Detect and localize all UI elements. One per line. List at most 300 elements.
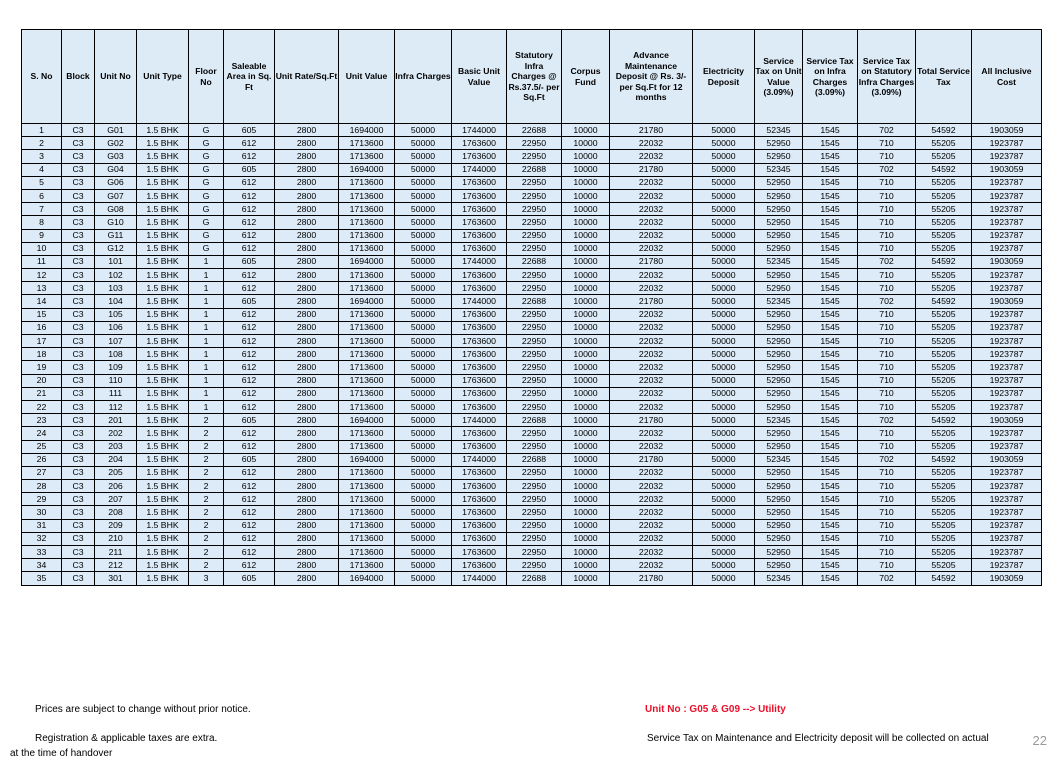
column-header: Total Service Tax bbox=[916, 30, 972, 124]
table-cell: 710 bbox=[858, 519, 916, 532]
table-cell: C3 bbox=[62, 308, 95, 321]
table-cell: 22032 bbox=[610, 546, 693, 559]
table-row bbox=[22, 414, 1042, 427]
table-cell: 52345 bbox=[755, 572, 803, 585]
table-cell: 2800 bbox=[275, 335, 339, 348]
table-cell: 22032 bbox=[610, 308, 693, 321]
table-cell: 10000 bbox=[562, 440, 610, 453]
table-row bbox=[22, 506, 1042, 519]
table-cell: 4 bbox=[22, 163, 62, 176]
table-cell: 50000 bbox=[693, 427, 755, 440]
table-cell: 1545 bbox=[803, 137, 858, 150]
table-cell: 50000 bbox=[693, 374, 755, 387]
table-cell: 1763600 bbox=[452, 321, 507, 334]
table-cell: 1545 bbox=[803, 572, 858, 585]
table-cell: 10000 bbox=[562, 493, 610, 506]
table-cell: 50000 bbox=[693, 321, 755, 334]
table-cell: 1923787 bbox=[972, 427, 1042, 440]
table-cell: 2800 bbox=[275, 493, 339, 506]
table-cell: 22032 bbox=[610, 242, 693, 255]
table-cell: C3 bbox=[62, 361, 95, 374]
table-cell: 2800 bbox=[275, 572, 339, 585]
table-cell: 10000 bbox=[562, 348, 610, 361]
table-cell: 1.5 BHK bbox=[137, 295, 189, 308]
table-cell: 22950 bbox=[507, 321, 562, 334]
table-cell: 612 bbox=[224, 335, 275, 348]
table-cell: 1763600 bbox=[452, 137, 507, 150]
table-cell: 1545 bbox=[803, 176, 858, 189]
table-row bbox=[22, 137, 1042, 150]
table-cell: 2800 bbox=[275, 519, 339, 532]
table-cell: 50000 bbox=[693, 559, 755, 572]
table-cell: 14 bbox=[22, 295, 62, 308]
table-cell: 1545 bbox=[803, 150, 858, 163]
table-cell: 612 bbox=[224, 374, 275, 387]
table-cell: 1694000 bbox=[339, 572, 395, 585]
table-cell: 52950 bbox=[755, 506, 803, 519]
table-cell: 1 bbox=[189, 348, 224, 361]
table-cell: 2800 bbox=[275, 400, 339, 413]
table-cell: 50000 bbox=[693, 440, 755, 453]
table-cell: 1545 bbox=[803, 308, 858, 321]
table-cell: 1545 bbox=[803, 440, 858, 453]
table-cell: 55205 bbox=[916, 546, 972, 559]
table-cell: 2800 bbox=[275, 480, 339, 493]
table-cell: 1545 bbox=[803, 348, 858, 361]
table-cell: 50000 bbox=[395, 308, 452, 321]
table-cell: 2 bbox=[189, 414, 224, 427]
column-header: Unit No bbox=[95, 30, 137, 124]
table-cell: 52950 bbox=[755, 546, 803, 559]
table-cell: 1923787 bbox=[972, 348, 1042, 361]
table-cell: 55205 bbox=[916, 387, 972, 400]
table-cell: 605 bbox=[224, 295, 275, 308]
table-cell: 1.5 BHK bbox=[137, 519, 189, 532]
table-cell: 55205 bbox=[916, 506, 972, 519]
table-cell: 710 bbox=[858, 242, 916, 255]
table-cell: 1763600 bbox=[452, 440, 507, 453]
table-cell: 52950 bbox=[755, 519, 803, 532]
table-cell: 710 bbox=[858, 387, 916, 400]
table-cell: 301 bbox=[95, 572, 137, 585]
table-cell: 52950 bbox=[755, 400, 803, 413]
table-cell: 710 bbox=[858, 440, 916, 453]
table-cell: 22032 bbox=[610, 203, 693, 216]
table-cell: 710 bbox=[858, 374, 916, 387]
table-cell: 1744000 bbox=[452, 255, 507, 268]
table-cell: 10 bbox=[22, 242, 62, 255]
table-cell: 612 bbox=[224, 282, 275, 295]
table-cell: 7 bbox=[22, 203, 62, 216]
table-cell: 1763600 bbox=[452, 506, 507, 519]
table-cell: 50000 bbox=[693, 176, 755, 189]
table-row bbox=[22, 453, 1042, 466]
table-cell: 109 bbox=[95, 361, 137, 374]
table-cell: 210 bbox=[95, 532, 137, 545]
table-cell: 1713600 bbox=[339, 519, 395, 532]
table-cell: 22950 bbox=[507, 532, 562, 545]
table-cell: 2800 bbox=[275, 374, 339, 387]
table-cell: 1763600 bbox=[452, 216, 507, 229]
table-cell: 50000 bbox=[395, 255, 452, 268]
table-cell: 1713600 bbox=[339, 348, 395, 361]
table-cell: 22032 bbox=[610, 466, 693, 479]
table-cell: 22032 bbox=[610, 176, 693, 189]
table-cell: 22950 bbox=[507, 308, 562, 321]
table-cell: 21780 bbox=[610, 453, 693, 466]
table-cell: G bbox=[189, 137, 224, 150]
table-cell: 1.5 BHK bbox=[137, 387, 189, 400]
table-cell: 1 bbox=[189, 255, 224, 268]
table-cell: 1923787 bbox=[972, 269, 1042, 282]
table-cell: 1545 bbox=[803, 189, 858, 202]
table-cell: 22032 bbox=[610, 559, 693, 572]
table-cell: 55205 bbox=[916, 559, 972, 572]
table-cell: 22688 bbox=[507, 163, 562, 176]
table-cell: 1 bbox=[22, 124, 62, 137]
table-cell: 22950 bbox=[507, 519, 562, 532]
table-cell: C3 bbox=[62, 321, 95, 334]
table-cell: 710 bbox=[858, 335, 916, 348]
table-cell: C3 bbox=[62, 189, 95, 202]
table-cell: 612 bbox=[224, 400, 275, 413]
table-cell: 29 bbox=[22, 493, 62, 506]
table-cell: 52950 bbox=[755, 269, 803, 282]
table-cell: 50000 bbox=[693, 203, 755, 216]
table-cell: 702 bbox=[858, 255, 916, 268]
table-cell: 612 bbox=[224, 493, 275, 506]
table-cell: 1763600 bbox=[452, 308, 507, 321]
table-cell: 1763600 bbox=[452, 374, 507, 387]
table-cell: 52345 bbox=[755, 453, 803, 466]
table-cell: 22950 bbox=[507, 203, 562, 216]
table-cell: 605 bbox=[224, 414, 275, 427]
table-cell: 1763600 bbox=[452, 348, 507, 361]
table-cell: 1713600 bbox=[339, 321, 395, 334]
table-cell: 22950 bbox=[507, 466, 562, 479]
table-cell: C3 bbox=[62, 440, 95, 453]
table-cell: 55205 bbox=[916, 176, 972, 189]
table-cell: 1545 bbox=[803, 427, 858, 440]
table-cell: 612 bbox=[224, 506, 275, 519]
table-cell: 1.5 BHK bbox=[137, 374, 189, 387]
table-cell: 1713600 bbox=[339, 493, 395, 506]
table-cell: G bbox=[189, 216, 224, 229]
table-cell: 1.5 BHK bbox=[137, 361, 189, 374]
table-cell: 50000 bbox=[693, 519, 755, 532]
table-cell: 50000 bbox=[395, 414, 452, 427]
table-cell: 12 bbox=[22, 269, 62, 282]
table-cell: 1694000 bbox=[339, 414, 395, 427]
table-cell: C3 bbox=[62, 295, 95, 308]
table-cell: 55205 bbox=[916, 150, 972, 163]
table-cell: 52950 bbox=[755, 348, 803, 361]
table-cell: C3 bbox=[62, 466, 95, 479]
table-cell: 1.5 BHK bbox=[137, 203, 189, 216]
table-cell: 54592 bbox=[916, 255, 972, 268]
table-cell: 1694000 bbox=[339, 255, 395, 268]
table-cell: 55205 bbox=[916, 229, 972, 242]
table-cell: 22032 bbox=[610, 519, 693, 532]
table-cell: 52950 bbox=[755, 308, 803, 321]
table-cell: 710 bbox=[858, 203, 916, 216]
table-cell: 2800 bbox=[275, 466, 339, 479]
table-cell: 50000 bbox=[395, 440, 452, 453]
table-cell: 52950 bbox=[755, 480, 803, 493]
column-header: Corpus Fund bbox=[562, 30, 610, 124]
table-cell: G bbox=[189, 124, 224, 137]
table-cell: 21780 bbox=[610, 295, 693, 308]
table-cell: 1545 bbox=[803, 242, 858, 255]
table-cell: C3 bbox=[62, 137, 95, 150]
table-cell: 50000 bbox=[693, 137, 755, 150]
table-cell: 710 bbox=[858, 466, 916, 479]
table-cell: 1713600 bbox=[339, 532, 395, 545]
table-cell: 1923787 bbox=[972, 546, 1042, 559]
column-header: Saleable Area in Sq. Ft bbox=[224, 30, 275, 124]
table-cell: 1923787 bbox=[972, 282, 1042, 295]
table-cell: 21780 bbox=[610, 124, 693, 137]
table-cell: 1713600 bbox=[339, 203, 395, 216]
table-cell: 22032 bbox=[610, 189, 693, 202]
table-cell: 1 bbox=[189, 295, 224, 308]
table-cell: 710 bbox=[858, 282, 916, 295]
table-cell: C3 bbox=[62, 269, 95, 282]
table-cell: 710 bbox=[858, 361, 916, 374]
table-cell: 22950 bbox=[507, 348, 562, 361]
table-cell: C3 bbox=[62, 203, 95, 216]
table-cell: 1923787 bbox=[972, 374, 1042, 387]
table-cell: C3 bbox=[62, 400, 95, 413]
table-cell: 106 bbox=[95, 321, 137, 334]
table-cell: 612 bbox=[224, 387, 275, 400]
table-cell: 50000 bbox=[395, 229, 452, 242]
table-cell: C3 bbox=[62, 387, 95, 400]
table-cell: 30 bbox=[22, 506, 62, 519]
table-cell: 52950 bbox=[755, 427, 803, 440]
table-cell: 1545 bbox=[803, 255, 858, 268]
table-cell: 1.5 BHK bbox=[137, 176, 189, 189]
table-row bbox=[22, 216, 1042, 229]
table-cell: 22950 bbox=[507, 282, 562, 295]
table-cell: 1545 bbox=[803, 295, 858, 308]
table-cell: 10000 bbox=[562, 532, 610, 545]
table-cell: 209 bbox=[95, 519, 137, 532]
table-cell: 22688 bbox=[507, 414, 562, 427]
table-cell: 1763600 bbox=[452, 466, 507, 479]
table-cell: 111 bbox=[95, 387, 137, 400]
table-cell: 710 bbox=[858, 269, 916, 282]
table-row bbox=[22, 427, 1042, 440]
table-cell: 1923787 bbox=[972, 308, 1042, 321]
table-cell: 54592 bbox=[916, 572, 972, 585]
table-cell: G08 bbox=[95, 203, 137, 216]
table-cell: 2 bbox=[189, 466, 224, 479]
table-cell: 702 bbox=[858, 163, 916, 176]
table-cell: 22032 bbox=[610, 440, 693, 453]
table-cell: 54592 bbox=[916, 295, 972, 308]
table-cell: 19 bbox=[22, 361, 62, 374]
table-cell: 20 bbox=[22, 374, 62, 387]
table-cell: 54592 bbox=[916, 124, 972, 137]
table-cell: 2800 bbox=[275, 414, 339, 427]
table-cell: G04 bbox=[95, 163, 137, 176]
table-cell: 1923787 bbox=[972, 480, 1042, 493]
table-cell: 2 bbox=[22, 137, 62, 150]
table-cell: 1923787 bbox=[972, 189, 1042, 202]
table-cell: 10000 bbox=[562, 466, 610, 479]
table-row bbox=[22, 387, 1042, 400]
table-cell: 50000 bbox=[693, 242, 755, 255]
table-cell: 2 bbox=[189, 480, 224, 493]
table-cell: 112 bbox=[95, 400, 137, 413]
table-cell: 50000 bbox=[395, 453, 452, 466]
table-cell: 52950 bbox=[755, 387, 803, 400]
table-cell: 1545 bbox=[803, 519, 858, 532]
handover-note: at the time of handover bbox=[10, 748, 113, 759]
table-cell: 1923787 bbox=[972, 242, 1042, 255]
table-cell: 21780 bbox=[610, 572, 693, 585]
table-cell: 50000 bbox=[395, 321, 452, 334]
table-cell: 605 bbox=[224, 572, 275, 585]
table-cell: 10000 bbox=[562, 189, 610, 202]
table-cell: C3 bbox=[62, 427, 95, 440]
table-cell: 50000 bbox=[693, 348, 755, 361]
table-cell: 2800 bbox=[275, 453, 339, 466]
table-cell: C3 bbox=[62, 229, 95, 242]
table-cell: 52950 bbox=[755, 361, 803, 374]
table-cell: 1713600 bbox=[339, 546, 395, 559]
table-cell: 1923787 bbox=[972, 506, 1042, 519]
table-cell: 22950 bbox=[507, 137, 562, 150]
table-cell: 201 bbox=[95, 414, 137, 427]
table-cell: 22032 bbox=[610, 282, 693, 295]
table-cell: 1713600 bbox=[339, 506, 395, 519]
table-cell: 702 bbox=[858, 295, 916, 308]
table-cell: C3 bbox=[62, 335, 95, 348]
table-cell: 2800 bbox=[275, 150, 339, 163]
table-cell: 1 bbox=[189, 400, 224, 413]
table-cell: 710 bbox=[858, 348, 916, 361]
table-cell: 2800 bbox=[275, 387, 339, 400]
table-cell: 52950 bbox=[755, 321, 803, 334]
table-cell: 2800 bbox=[275, 255, 339, 268]
table-row bbox=[22, 308, 1042, 321]
table-cell: 22688 bbox=[507, 124, 562, 137]
service-tax-note: Service Tax on Maintenance and Electricity deposit will be collected on actual bbox=[647, 733, 989, 744]
table-cell: 1763600 bbox=[452, 242, 507, 255]
table-cell: G01 bbox=[95, 124, 137, 137]
table-cell: 55205 bbox=[916, 532, 972, 545]
table-cell: 22950 bbox=[507, 506, 562, 519]
table-cell: 612 bbox=[224, 308, 275, 321]
table-cell: 1763600 bbox=[452, 150, 507, 163]
table-cell: 1923787 bbox=[972, 335, 1042, 348]
table-cell: 10000 bbox=[562, 203, 610, 216]
table-cell: 105 bbox=[95, 308, 137, 321]
table-cell: 1903059 bbox=[972, 414, 1042, 427]
table-cell: 50000 bbox=[693, 124, 755, 137]
table-cell: 10000 bbox=[562, 519, 610, 532]
table-cell: 50000 bbox=[693, 532, 755, 545]
table-cell: 16 bbox=[22, 321, 62, 334]
table-cell: 605 bbox=[224, 453, 275, 466]
table-cell: 25 bbox=[22, 440, 62, 453]
table-cell: 9 bbox=[22, 229, 62, 242]
table-cell: 2800 bbox=[275, 137, 339, 150]
table-cell: 21780 bbox=[610, 163, 693, 176]
table-cell: 1744000 bbox=[452, 124, 507, 137]
table-cell: 1923787 bbox=[972, 216, 1042, 229]
table-cell: 203 bbox=[95, 440, 137, 453]
table-cell: 1545 bbox=[803, 335, 858, 348]
table-cell: 1.5 BHK bbox=[137, 532, 189, 545]
table-cell: 612 bbox=[224, 137, 275, 150]
table-cell: 1763600 bbox=[452, 189, 507, 202]
table-cell: 55205 bbox=[916, 335, 972, 348]
table-cell: C3 bbox=[62, 519, 95, 532]
table-cell: 710 bbox=[858, 532, 916, 545]
table-cell: 18 bbox=[22, 348, 62, 361]
table-cell: 22950 bbox=[507, 176, 562, 189]
table-cell: 1923787 bbox=[972, 559, 1042, 572]
table-cell: 612 bbox=[224, 546, 275, 559]
table-cell: 52950 bbox=[755, 282, 803, 295]
table-cell: C3 bbox=[62, 532, 95, 545]
column-header: Floor No bbox=[189, 30, 224, 124]
table-cell: 50000 bbox=[395, 361, 452, 374]
table-row bbox=[22, 282, 1042, 295]
table-cell: 34 bbox=[22, 559, 62, 572]
table-cell: 1713600 bbox=[339, 189, 395, 202]
table-cell: 10000 bbox=[562, 150, 610, 163]
table-cell: 50000 bbox=[395, 519, 452, 532]
table-cell: 5 bbox=[22, 176, 62, 189]
table-cell: C3 bbox=[62, 242, 95, 255]
table-cell: 22688 bbox=[507, 453, 562, 466]
table-cell: 55205 bbox=[916, 242, 972, 255]
table-cell: 710 bbox=[858, 480, 916, 493]
table-cell: G bbox=[189, 242, 224, 255]
table-cell: 1.5 BHK bbox=[137, 308, 189, 321]
table-cell: 22032 bbox=[610, 348, 693, 361]
table-cell: 22032 bbox=[610, 229, 693, 242]
table-cell: 1545 bbox=[803, 414, 858, 427]
column-header: Unit Rate/Sq.Ft bbox=[275, 30, 339, 124]
table-cell: 1545 bbox=[803, 453, 858, 466]
table-cell: 212 bbox=[95, 559, 137, 572]
table-cell: 10000 bbox=[562, 400, 610, 413]
table-row bbox=[22, 163, 1042, 176]
table-cell: 710 bbox=[858, 321, 916, 334]
table-cell: 22950 bbox=[507, 374, 562, 387]
table-cell: 612 bbox=[224, 189, 275, 202]
table-cell: 1 bbox=[189, 269, 224, 282]
table-cell: 52345 bbox=[755, 255, 803, 268]
table-cell: 102 bbox=[95, 269, 137, 282]
table-cell: 1 bbox=[189, 308, 224, 321]
table-cell: 52950 bbox=[755, 559, 803, 572]
table-cell: G bbox=[189, 150, 224, 163]
table-cell: 2 bbox=[189, 519, 224, 532]
table-cell: 55205 bbox=[916, 493, 972, 506]
table-cell: 2 bbox=[189, 493, 224, 506]
table-cell: 50000 bbox=[395, 163, 452, 176]
table-cell: 52345 bbox=[755, 124, 803, 137]
table-cell: 55205 bbox=[916, 480, 972, 493]
table-cell: 10000 bbox=[562, 321, 610, 334]
table-cell: 50000 bbox=[693, 229, 755, 242]
